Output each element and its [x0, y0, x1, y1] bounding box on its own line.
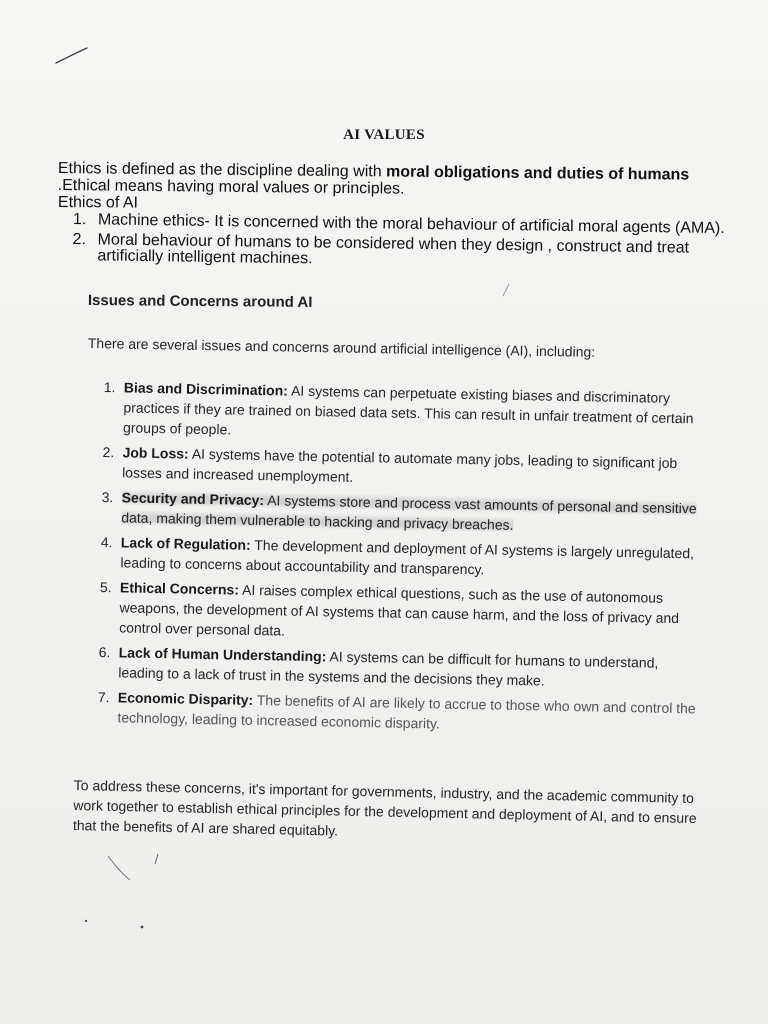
list-item	[97, 687, 700, 739]
ethics-definition-paragraph	[58, 160, 718, 201]
issue-label: Lack of Regulation:	[120, 534, 251, 553]
ethics-definition-text-start: Ethics is defined as the discipline dealing with	[57, 160, 387, 181]
ethics-of-ai-list	[72, 212, 741, 277]
ethics-definition-text-end: .Ethical means having moral values or principles.	[57, 176, 405, 198]
list-item-text: Moral behaviour of humans to be considered when they design , construct and treat artificially intelligent machines.	[97, 231, 690, 268]
section-heading: Issues and Concerns around AI	[87, 292, 313, 311]
issue-label: Bias and Discrimination:	[123, 379, 289, 399]
issue-text: AI systems can be difficult for humans to understand, leading to a lack of trust in the systems and the decisions they make.	[118, 648, 659, 689]
list-item	[72, 232, 740, 273]
issue-text: AI systems have the potential to automate many jobs, leading to significant job losses and increased unemployment.	[122, 445, 678, 485]
list-item	[98, 642, 701, 694]
list-item-text: Machine ethics- It is concerned with the moral behaviour of artificial moral agents (AMA).	[97, 211, 725, 238]
document-title: AI VALUES	[343, 127, 425, 143]
issues-list	[97, 377, 706, 743]
list-item-number: 4.	[100, 533, 113, 551]
scan-smudge-mark	[100, 850, 180, 890]
list-item-number: 6.	[98, 643, 111, 661]
ethics-of-ai-label: Ethics of AI	[57, 194, 139, 212]
ethics-definition-bold: moral obligations and duties of humans	[385, 163, 690, 184]
issue-label: Lack of Human Understanding:	[118, 644, 327, 665]
issue-label: Ethical Concerns:	[119, 579, 240, 598]
issue-text: AI raises complex ethical questions, such as the use of autonomous weapons, the development of AI systems that can cause harm, and the loss of privacy and control over personal data.	[119, 581, 680, 639]
stray-tick-mark	[495, 280, 515, 300]
list-item-number: 1.	[103, 378, 116, 396]
issue-label: Job Loss:	[122, 444, 189, 462]
issues-intro-text: There are several issues and concerns around artificial intelligence (AI), including:	[87, 334, 596, 360]
list-item	[99, 577, 702, 649]
list-item	[102, 442, 705, 494]
list-item-number: 1.	[72, 211, 87, 229]
list-item-number: 3.	[101, 488, 114, 506]
issue-text: The benefits of AI are likely to accrue to those who own and control the technology, leading to increased economic disparity.	[117, 691, 696, 732]
scan-dot-mark	[80, 915, 150, 935]
issue-text: The development and deployment of AI systems is largely unregulated, leading to concerns about accountability and transparency.	[120, 536, 695, 578]
list-item-number: 2.	[102, 443, 115, 461]
issue-text: AI systems store and process vast amounts of personal and sensitive data, making them vulnerable to hacking and privacy breaches.	[121, 492, 697, 533]
list-item	[101, 487, 704, 539]
list-item-number: 7.	[97, 688, 110, 706]
list-item-number: 5.	[99, 578, 112, 596]
issue-text: AI systems can perpetuate existing biases and discriminatory practices if they are trained on biased data sets. This can result in unfair treatment of certain groups of people.	[122, 382, 694, 438]
issue-label: Economic Disparity:	[117, 689, 254, 708]
pen-stroke-mark	[52, 44, 92, 68]
list-item	[100, 532, 703, 584]
issue-label: Security and Privacy:	[121, 489, 265, 509]
conclusion-paragraph: To address these concerns, it's important for governments, industry, and the academic community to work together to establish ethical principles for the development and deployment of AI, and to ensure that the benefits of AI are shared equitably.	[72, 776, 697, 839]
list-item	[103, 377, 706, 449]
list-item-number: 2.	[72, 230, 87, 249]
